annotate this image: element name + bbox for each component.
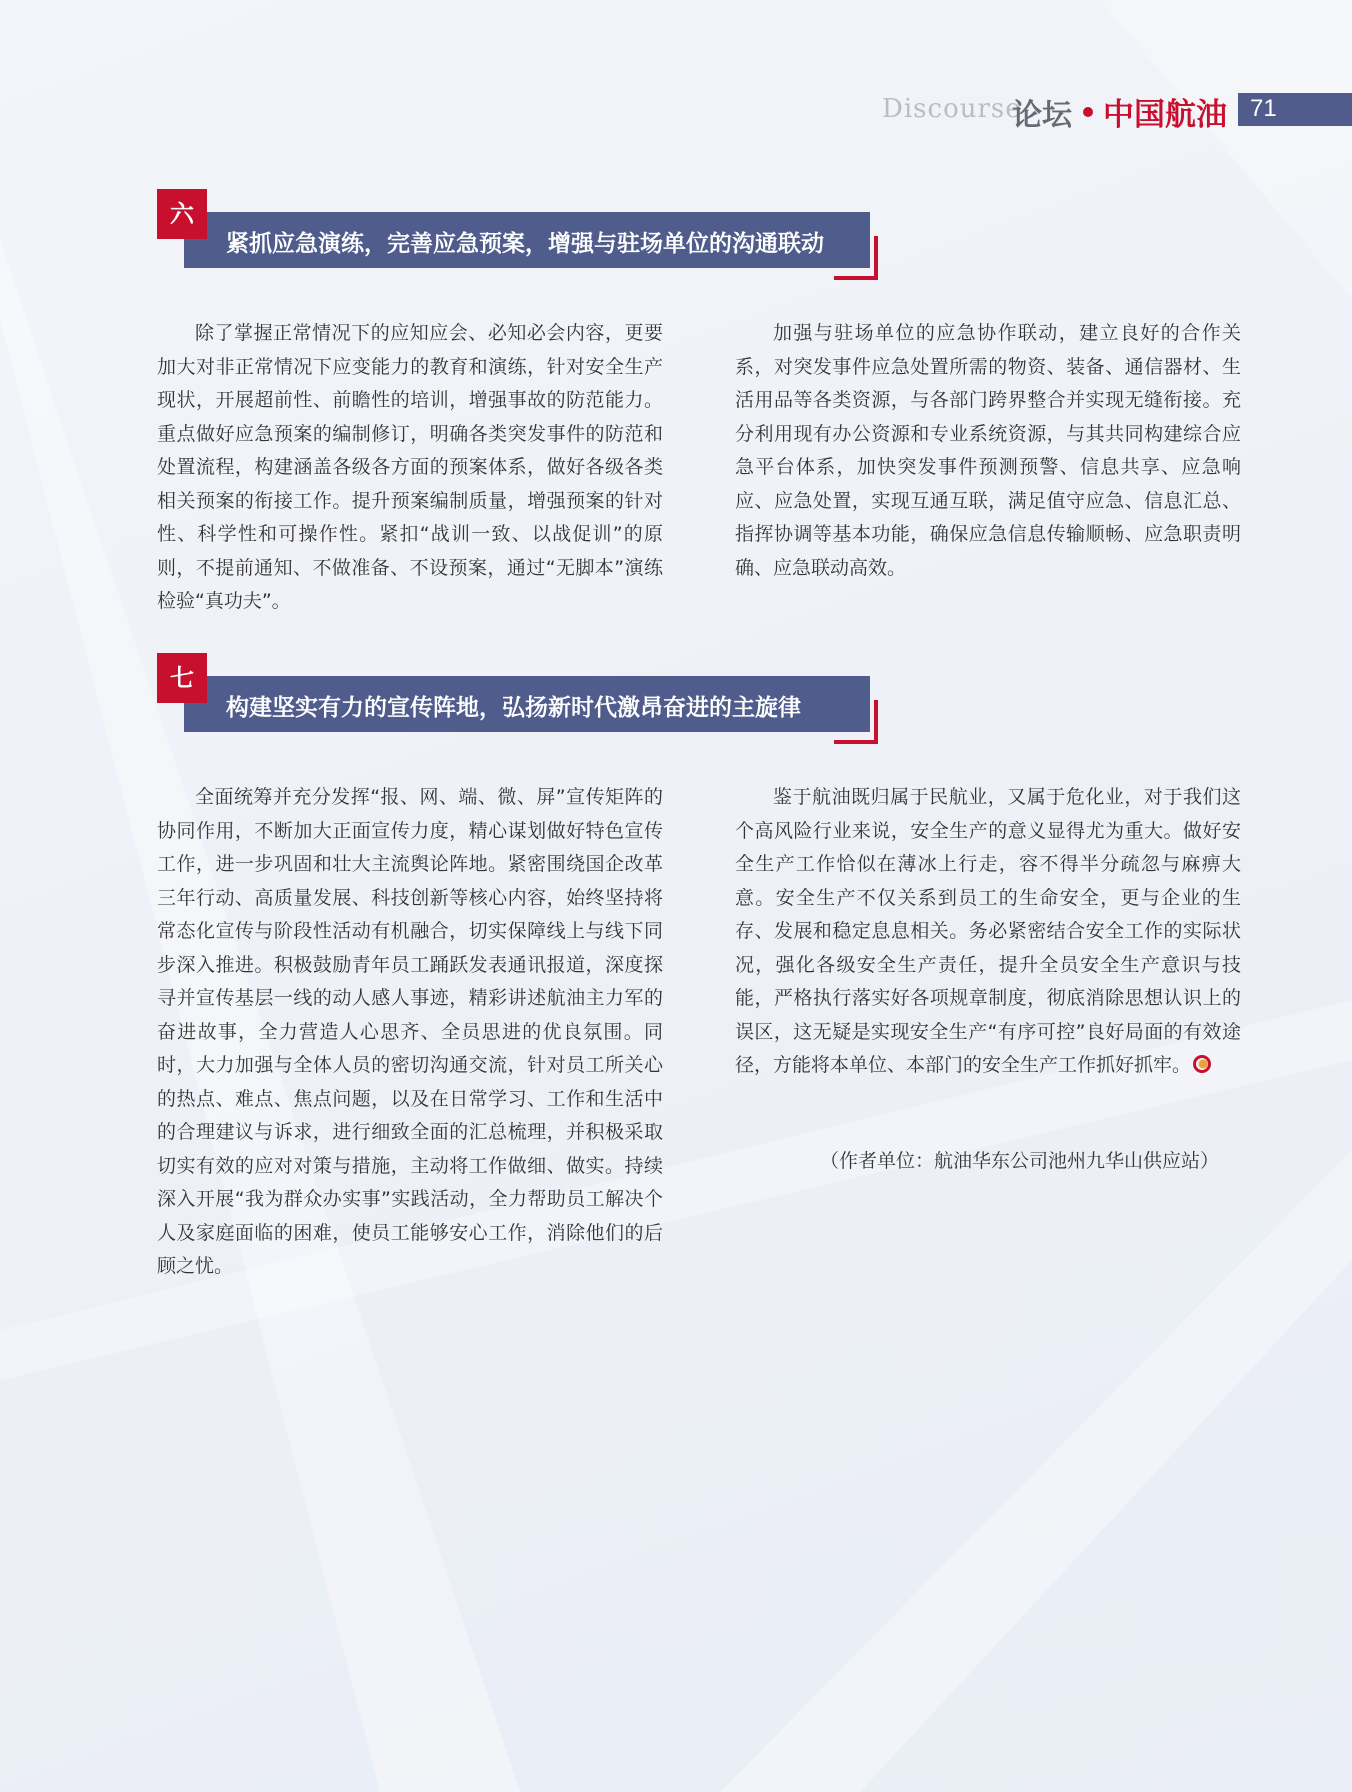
section-6-left-paragraph: 除了掌握正常情况下的应知应会、必知必会内容，更要加大对非正常情况下应变能力的教育和演练，针对安全生产现状，开展超前性、前瞻性的培训，增强事故的防范能力。重点做好应急预案的编制修订，明确各类突发事件的防范和处置流程，构建涵盖各级各方面的预案体系，做好各级各类相关预案的衔接工作。提升预案编制质量，增强预案的针对性、科学性和可操作性。紧扣“战训一致、以战促训”的原则，不提前通知、不做准备、不设预案，通过“无脚本”演练检验“真功夫”。 [157,322,663,612]
page-number-box [1238,93,1352,126]
page-number: 71 [1250,95,1277,122]
section-label-en: Discourse [882,94,1022,124]
separator-dot-icon [1083,107,1093,117]
section-7-corner-decoration [834,700,878,744]
section-7-right-paragraph-wrap [735,781,1241,1083]
author-affiliation: （作者单位：航油华东公司池州九华山供应站） [820,1150,1220,1172]
section-6-title-bar [184,212,870,268]
section-6-left-column [157,317,663,619]
section-6-right-column [735,317,1241,585]
section-7-title-bar [184,676,870,732]
section-6-number-badge: 六 [157,189,207,239]
section-7-right-column [735,781,1241,1083]
section-7-left-paragraph: 全面统筹并充分发挥“报、网、端、微、屏”宣传矩阵的协同作用，不断加大正面宣传力度，精心谋划做好特色宣传工作，进一步巩固和壮大主流舆论阵地。紧密围绕国企改革三年行动、高质量发展、科技创新等核心内容，始终坚持将常态化宣传与阶段性活动有机融合，切实保障线上与线下同步深入推进。积极鼓励青年员工踊跃发表通讯报道，深度探寻并宣传基层一线的动人感人事迹，精彩讲述航油主力军的奋进故事，全力营造人心思齐、全员思进的优良氛围。同时，大力加强与全体人员的密切沟通交流，针对员工所关心的热点、难点、焦点问题，以及在日常学习、工作和生活中的合理建议与诉求，进行细致全面的汇总梳理，并积极采取切实有效的应对对策与措施，主动将工作做细、做实。持续深入开展“我为群众办实事”实践活动，全力帮助员工解决个人及家庭面临的困难，使员工能够安心工作，消除他们的后顾之忧。 [157,786,663,1277]
section-6-right-paragraph: 加强与驻场单位的应急协作联动，建立良好的合作关系，对突发事件应急处置所需的物资、装备、通信器材、生活用品等各类资源，与各部门跨界整合并实现无缝衔接。充分利用现有办公资源和专业系统资源，与其共同构建综合应急平台体系，加快突发事件预测预警、信息共享、应急响应、应急处置，实现互通互联，满足值守应急、信息汇总、指挥协调等基本功能，确保应急信息传输顺畅、应急职责明确、应急联动高效。 [735,322,1241,579]
section-label-cn: 论坛 [1012,98,1072,133]
section-7-right-paragraph: 鉴于航油既归属于民航业，又属于危化业，对于我们这个高风险行业来说，安全生产的意义显得尤为重大。做好安全生产工作恰似在薄冰上行走，容不得半分疏忽与麻痹大意。安全生产不仅关系到员工的生命安全，更与企业的生存、发展和稳定息息相关。务必紧密结合安全工作的实际状况，强化各级安全生产责任，提升全员安全生产意识与技能，严格执行落实好各项规章制度，彻底消除思想认识上的误区，这无疑是实现安全生产“有序可控”良好局面的有效途径，方能将本单位、本部门的安全生产工作抓好抓牢。 [735,786,1241,1076]
section-7-title: 构建坚实有力的宣传阵地，弘扬新时代激昂奋进的主旋律 [226,695,801,721]
section-7-left-column [157,781,663,1284]
article-end-logo-icon [1193,1055,1211,1073]
section-6-corner-decoration [834,236,878,280]
magazine-brand: 中国航油 [1103,97,1227,133]
section-7-number-badge: 七 [157,653,207,703]
section-6-title: 紧抓应急演练，完善应急预案，增强与驻场单位的沟通联动 [226,231,824,257]
